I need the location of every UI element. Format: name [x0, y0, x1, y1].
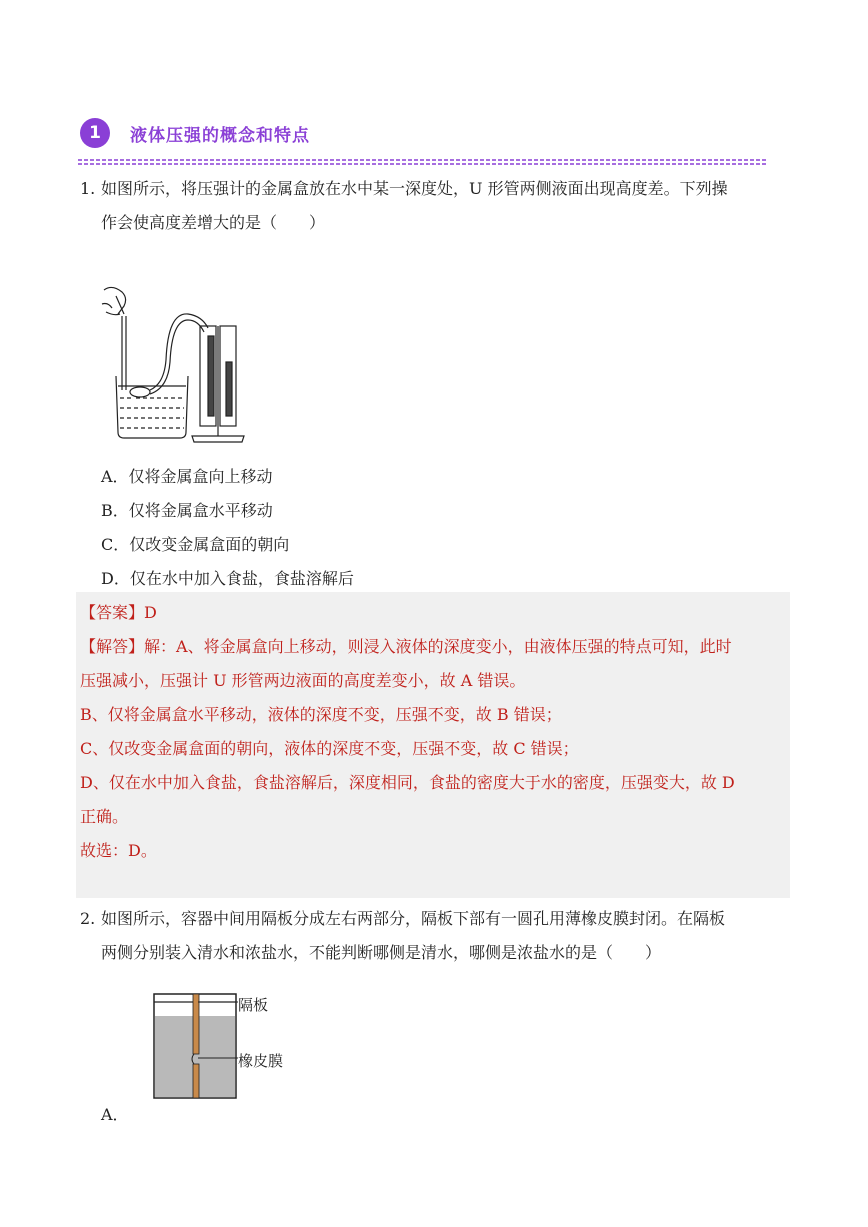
analysis-line3: B、仅将金属盒水平移动，液体的深度不变，压强不变，故 B 错误；: [80, 705, 562, 724]
analysis-line4: C、仅改变金属盒面的朝向，液体的深度不变，压强不变，故 C 错误；: [80, 739, 579, 758]
analysis-line5: D、仅在水中加入食盐，食盐溶解后，深度相同，食盐的密度大于水的密度，压强变大，故 D: [80, 773, 735, 792]
conclusion: 故选：D。: [80, 841, 157, 860]
answer-label: 【答案】D: [80, 603, 157, 622]
analysis-text-1: 解：A、将金属盒向上移动，则浸入液体的深度变小，由液体压强的特点可知，此时: [144, 637, 732, 656]
question-text-line2: 作会使高度差增大的是（ ）: [101, 213, 326, 232]
section-divider: [78, 158, 768, 166]
analysis-line6: 正确。: [80, 807, 129, 826]
question-text-line1: 如图所示，容器中间用隔板分成左右两部分，隔板下部有一圆孔用薄橡皮膜封闭。在隔板: [101, 909, 726, 928]
question-text-line2: 两侧分别装入清水和浓盐水，不能判断哪侧是清水，哪侧是浓盐水的是（ ）: [101, 943, 662, 962]
question-number: 1.: [80, 179, 96, 198]
section-number-badge: 1: [80, 118, 110, 148]
question-text-line1: 如图所示，将压强计的金属盒放在水中某一深度处，U 形管两侧液面出现高度差。下列操: [101, 179, 728, 198]
option-a: A．仅将金属盒向上移动: [101, 467, 273, 486]
section-header: [80, 116, 310, 150]
label-membrane: 橡皮膜: [238, 1052, 284, 1070]
q2-option-a: A．: [101, 1105, 129, 1124]
label-partition: 隔板: [238, 996, 269, 1014]
figure-leader-lines: [196, 996, 240, 1066]
question-number: 2.: [80, 909, 96, 928]
option-c: C．仅改变金属盒面的朝向: [101, 535, 290, 554]
section-title: 液体压强的概念和特点: [130, 125, 310, 146]
analysis-line1: [80, 634, 732, 657]
analysis-line2: 压强减小，压强计 U 形管两边液面的高度差变小，故 A 错误。: [80, 671, 526, 690]
option-d: D．仅在水中加入食盐，食盐溶解后: [101, 569, 354, 588]
analysis-label: 【解答】: [80, 637, 145, 656]
pressure-gauge-figure: [96, 282, 246, 444]
option-b: B．仅将金属盒水平移动: [101, 501, 273, 520]
